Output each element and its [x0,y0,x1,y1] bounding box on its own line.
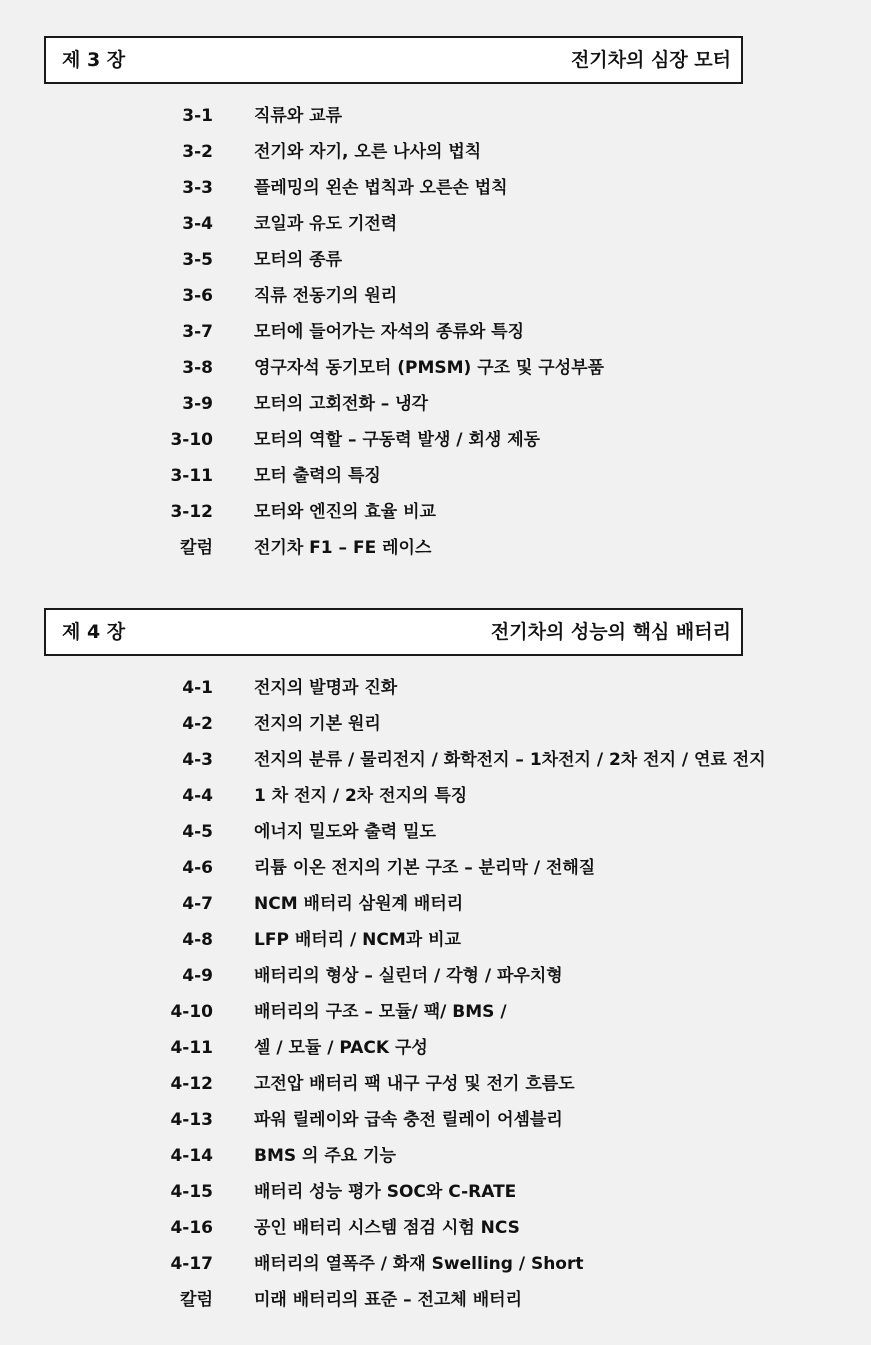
toc-item-title: 플레밍의 왼손 법칙과 오른손 법칙 [254,178,508,198]
toc-item [0,1246,871,1282]
toc-item [0,778,871,814]
chapter-3-toc [0,98,871,566]
toc-item-title: 전지의 발명과 진화 [254,678,398,698]
toc-item-number: 4-2 [182,714,213,734]
toc-item [0,1174,871,1210]
chapter-number: 제 4 장 [62,621,126,643]
toc-item-number: 4-12 [170,1074,213,1094]
toc-item-title: 고전압 배터리 팩 내구 구성 및 전기 흐름도 [254,1074,575,1094]
toc-item [0,1030,871,1066]
toc-item [0,242,871,278]
chapter-4-toc [0,670,871,1318]
toc-item [0,1282,871,1318]
toc-item-number: 4-16 [170,1218,213,1238]
toc-item [0,350,871,386]
toc-item-title: 에너지 밀도와 출력 밀도 [254,822,436,842]
toc-item-title: BMS 의 주요 기능 [254,1146,396,1166]
toc-item [0,278,871,314]
toc-item-number: 4-14 [170,1146,213,1166]
toc-item-title: 배터리의 열폭주 / 화재 Swelling / Short [254,1254,584,1274]
toc-item-number: 4-3 [182,750,213,770]
toc-item-number: 4-9 [182,966,213,986]
toc-item [0,530,871,566]
chapter-3-header [44,36,743,84]
toc-item-title: 미래 배터리의 표준 – 전고체 배터리 [254,1290,522,1310]
toc-item [0,98,871,134]
toc-item [0,706,871,742]
toc-item-number: 4-8 [182,930,213,950]
toc-item-title: 파워 릴레이와 급속 충전 릴레이 어셈블리 [254,1110,563,1130]
toc-item-number: 3-1 [182,106,213,126]
toc-item [0,1138,871,1174]
toc-item-number: 3-12 [170,502,213,522]
toc-item-title: 전지의 분류 / 물리전지 / 화학전지 – 1차전지 / 2차 전지 / 연료 전지 [254,750,766,770]
chapter-4-header [44,608,743,656]
toc-item-number: 4-4 [182,786,213,806]
toc-item-title: 모터 출력의 특징 [254,466,381,486]
toc-item-title: 모터의 역할 – 구동력 발생 / 회생 제동 [254,430,541,450]
toc-item-title: NCM 배터리 삼원계 배터리 [254,894,464,914]
toc-item [0,814,871,850]
toc-item-number: 3-9 [182,394,213,414]
toc-item-number: 칼럼 [180,1290,213,1310]
toc-item [0,1102,871,1138]
toc-item-title: 리튬 이온 전지의 기본 구조 – 분리막 / 전해질 [254,858,596,878]
toc-item-title: 모터와 엔진의 효율 비교 [254,502,436,522]
toc-item [0,922,871,958]
toc-item-title: 코일과 유도 기전력 [254,214,398,234]
toc-item [0,850,871,886]
chapter-title: 전기차의 성능의 핵심 배터리 [490,621,731,643]
toc-item-title: 영구자석 동기모터 (PMSM) 구조 및 구성부품 [254,358,604,378]
toc-item-number: 3-3 [182,178,213,198]
toc-item-number: 3-6 [182,286,213,306]
toc-item-number: 3-10 [170,430,213,450]
toc-item [0,422,871,458]
toc-item-title: LFP 배터리 / NCM과 비교 [254,930,461,950]
toc-item [0,458,871,494]
toc-item-title: 모터의 종류 [254,250,343,270]
toc-item [0,742,871,778]
toc-item-number: 4-11 [170,1038,213,1058]
toc-item-number: 3-11 [170,466,213,486]
toc-item-title: 셀 / 모듈 / PACK 구성 [254,1038,428,1058]
toc-item [0,206,871,242]
toc-item-number: 4-5 [182,822,213,842]
toc-item-number: 4-17 [170,1254,213,1274]
toc-item [0,170,871,206]
toc-item-title: 배터리의 구조 – 모듈/ 팩/ BMS / [254,1002,507,1022]
toc-item [0,386,871,422]
toc-item-title: 전기차 F1 – FE 레이스 [254,538,432,558]
toc-item [0,1210,871,1246]
toc-item [0,670,871,706]
toc-item-number: 4-15 [170,1182,213,1202]
toc-item-number: 3-2 [182,142,213,162]
toc-item-number: 4-7 [182,894,213,914]
chapter-number: 제 3 장 [62,49,126,71]
toc-item-title: 1 차 전지 / 2차 전지의 특징 [254,786,468,806]
toc-item-number: 3-5 [182,250,213,270]
toc-item-number: 3-4 [182,214,213,234]
toc-item-title: 직류 전동기의 원리 [254,286,398,306]
toc-item-number: 4-13 [170,1110,213,1130]
toc-item-title: 전지의 기본 원리 [254,714,381,734]
toc-item-number: 4-1 [182,678,213,698]
toc-item-number: 4-6 [182,858,213,878]
toc-item-title: 모터에 들어가는 자석의 종류와 특징 [254,322,525,342]
toc-item [0,994,871,1030]
toc-item [0,1066,871,1102]
toc-item-number: 4-10 [170,1002,213,1022]
toc-item-title: 배터리 성능 평가 SOC와 C-RATE [254,1182,517,1202]
toc-item-title: 전기와 자기, 오른 나사의 법칙 [254,142,482,162]
toc-item [0,886,871,922]
toc-item [0,958,871,994]
toc-item-number: 칼럼 [180,538,213,558]
toc-item-title: 모터의 고회전화 – 냉각 [254,394,429,414]
toc-item-title: 공인 배터리 시스템 점검 시험 NCS [254,1218,520,1238]
toc-item-number: 3-7 [182,322,213,342]
toc-item [0,314,871,350]
toc-item [0,134,871,170]
chapter-title: 전기차의 심장 모터 [570,49,731,71]
toc-item-title: 직류와 교류 [254,106,343,126]
toc-item-number: 3-8 [182,358,213,378]
toc-item [0,494,871,530]
toc-item-title: 배터리의 형상 – 실린더 / 각형 / 파우치형 [254,966,563,986]
